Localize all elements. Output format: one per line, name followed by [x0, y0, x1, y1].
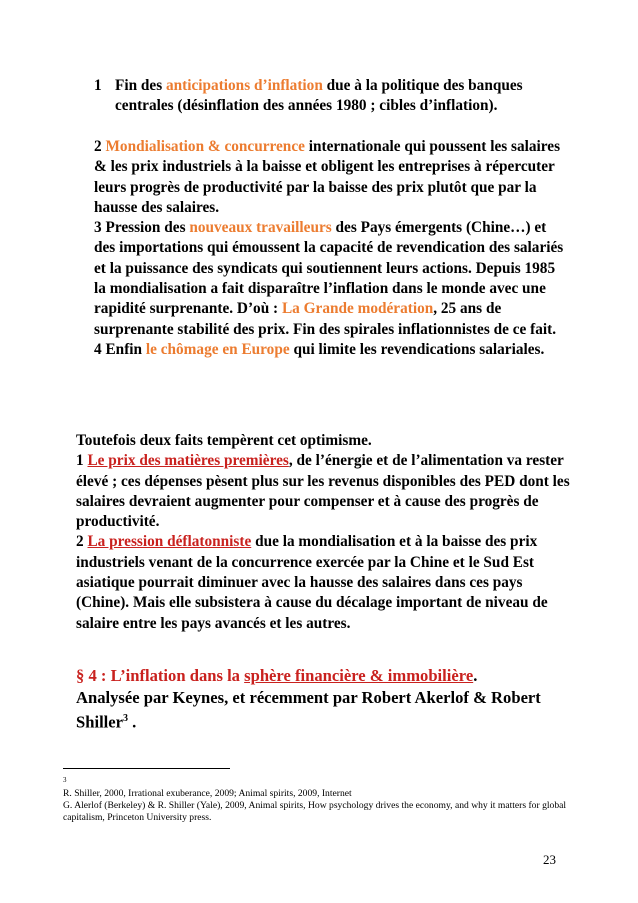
toutefois-point-1: 1 Le prix des matières premières, de l’énergie et de l’alimentation va rester élevé ; ces dépenses pèsent plus sur les revenus disponibles des PED dont les salaires devraient augmenter pour compenser et à cause des progrès de productivité. [76, 452, 570, 531]
page-number: 23 [543, 852, 556, 867]
list-item-3: 3 Pression des nouveaux travailleurs des Pays émergents (Chine…) et des importations qui émoussent la capacité de revendication des salariés et la puissance des syndicats qui soutiennent leurs actions. Depuis 1985 la mondialisation a fait disparaître l’inflation dans le monde avec une rapidité surprenante. D’où : La Grande modération, 25 ans de surprenante stabilité des prix. Fin des spirales inflationnistes de ce fait. [94, 219, 564, 338]
highlight-nouveaux-travailleurs: nouveaux travailleurs [189, 219, 332, 237]
highlight-mondialisation: Mondialisation & concurrence [105, 138, 305, 155]
highlight-anticipations: anticipations d’inflation [166, 77, 323, 94]
list-item-text: Fin des anticipations d’inflation due à la politique des banques centrales (désinflation des années 1980 ; cibles d’inflation). [115, 77, 523, 115]
highlight-grande-moderation: La Grande modération [281, 300, 434, 318]
footnote-line-1: R. Shiller, 2000, Irrational exuberance, 2009; Animal spirits, 2009, Internet [63, 788, 352, 799]
footnote-separator [63, 768, 230, 769]
toutefois-point-2: 2 La pression déflatonniste due la mondialisation et à la baisse des prix industriels venant de la concurrence exercée par la Chine et le Sud Est asiatique pourrait diminuer avec la hausse des salaires dans ces pays (Chine). Mais elle subsistera à cause du décalage important de niveau de salaire entre les pays avancés et les autres. [76, 533, 548, 632]
footnote [63, 788, 573, 824]
section-4-title: § 4 : L’inflation dans la sphère financière & immobilière. [76, 666, 478, 685]
section-4-heading [76, 665, 571, 733]
section-4-subtitle: Analysée par Keynes, et récemment par Robert Akerlof & Robert Shiller$^3$ . [76, 687, 541, 732]
footnote-line-2: G. Alerlof (Berkeley) & R. Shiller (Yale), 2009, Animal spirits, How psychology drives the economy, and why it matters for global capitalism, Princeton University press. [63, 800, 567, 823]
list-items-2-4 [94, 137, 569, 360]
footnote-number: 3 [63, 776, 67, 784]
list-item-1 [94, 76, 564, 117]
list-item-2: 2 Mondialisation & concurrence internationale qui poussent les salaires & les prix industriels à la baisse et obligent les entreprises à répercuter leurs progrès de productivité par la baisse des prix plutôt que par la hausse des salaires. [94, 138, 561, 216]
toutefois-paragraph [76, 431, 571, 634]
list-number: 1 [94, 77, 102, 94]
list-item-4: 4 Enfin le chômage en Europe qui limite les revendications salariales. [94, 340, 545, 358]
toutefois-intro: Toutefois deux faits tempèrent cet optimisme. [76, 432, 372, 449]
link-prix-matieres-premieres[interactable]: Le prix des matières premières [87, 452, 289, 470]
link-sphere-financiere[interactable]: sphère financière & immobilière [244, 666, 474, 685]
link-pression-deflationniste[interactable]: La pression déflatonniste [87, 533, 252, 551]
highlight-chomage: le chômage en Europe [145, 340, 290, 358]
footnote-reference[interactable]: 3 [123, 713, 129, 724]
